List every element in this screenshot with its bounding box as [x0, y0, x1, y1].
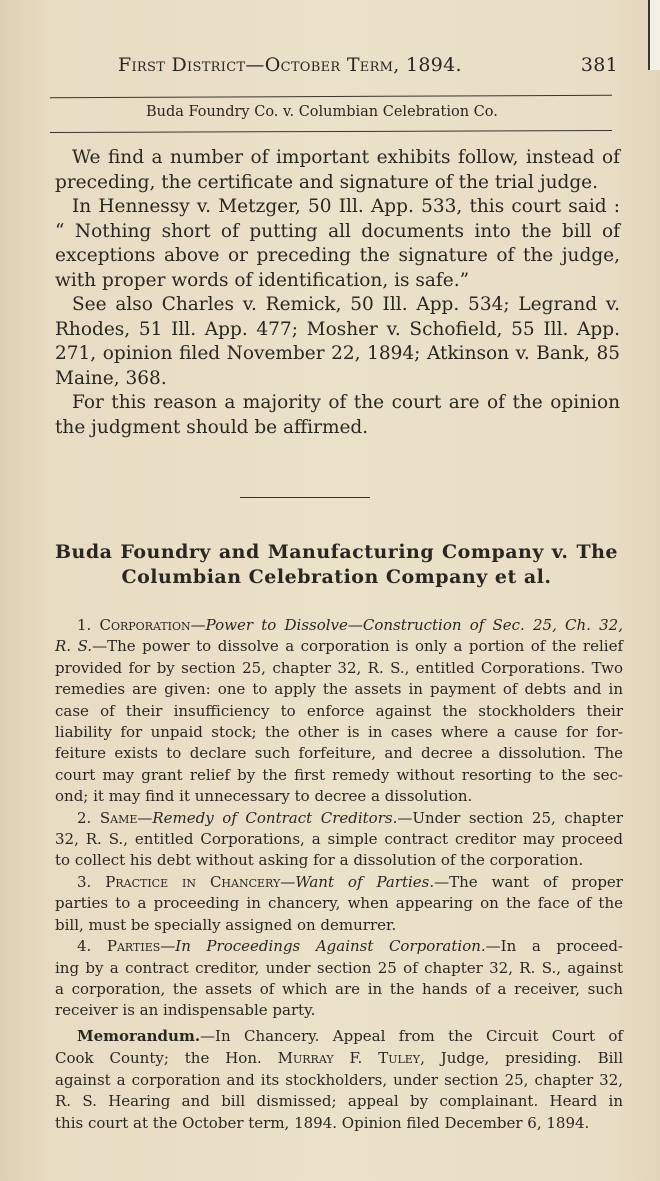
text-line	[55, 636, 623, 657]
text-segment: Parties	[106, 937, 161, 956]
running-header	[118, 54, 618, 76]
text-line	[55, 872, 623, 893]
text-segment: Cook County; the Hon.	[55, 1048, 278, 1067]
text-line: ond; it may find it unnecessary to decree a dissolution.	[55, 787, 473, 806]
text-line: feiture exists to declare such forfeiture, and decree a dissolution. The	[55, 744, 623, 763]
text-line: provided for by section 25, chapter 32, R. S., entitled Corporations. Two	[55, 658, 623, 677]
text-line: ing by a contract creditor, under section 25 of chapter 32, R. S., against	[55, 958, 623, 977]
text-segment: —In Proceedings Against Corporation.	[160, 937, 486, 956]
opinion-conclusion	[55, 146, 620, 440]
text-line: against a corporation and its stockholders, under section 25, chapter 32,	[55, 1070, 623, 1089]
text-segment: 3.	[77, 872, 106, 891]
text-segment: Murray F. Tuley	[277, 1048, 421, 1067]
text-segment: Corporation	[99, 616, 191, 634]
text-segment: 2.	[77, 808, 100, 827]
text-line: the judgment should be affirmed.	[55, 416, 369, 438]
text-line: with proper words of identification, is safe.”	[55, 269, 470, 291]
text-line: liability for unpaid stock; the other is in cases where a cause for for-	[55, 723, 623, 742]
headnote-paragraph	[55, 936, 623, 1022]
text-line: In Hennessy v. Metzger, 50 Ill. App. 533, this court said :	[72, 196, 620, 217]
text-segment: —The want of proper	[434, 872, 623, 891]
text-line: 32, R. S., entitled Corporations, a simple contract creditor may proceed	[55, 830, 623, 849]
headnotes	[55, 615, 623, 1022]
text-line	[55, 808, 623, 829]
text-segment: , Judge, presiding. Bill	[420, 1048, 623, 1067]
text-line: this court at the October term, 1894. Opinion filed December 6, 1894.	[55, 1114, 590, 1133]
text-line: We find a number of important exhibits follow, instead of	[72, 147, 620, 168]
text-segment: Same	[99, 808, 138, 827]
text-line: bill, must be specially assigned on demurrer.	[55, 915, 397, 934]
text-segment: —The power to dissolve a corporation is only a portion of the relief	[92, 637, 623, 656]
section-divider	[240, 497, 370, 498]
text-segment: —Remedy of Contract Creditors.	[137, 808, 398, 827]
text-segment: Memorandum.	[77, 1027, 201, 1045]
text-line	[55, 1048, 623, 1070]
header-rule-top	[50, 95, 612, 98]
case-caption: Buda Foundry Co. v. Columbian Celebration Co.	[146, 104, 498, 120]
running-title: First District—October Term, 1894.	[118, 54, 462, 76]
text-segment: —In Chancery. Appeal from the Circuit Court of	[200, 1027, 623, 1045]
text-line: to collect his debt without asking for a dissolution of the corporation.	[55, 851, 584, 870]
text-line: receiver is an indispensable party.	[55, 1001, 316, 1020]
text-line: preceding, the certificate and signature of the trial judge.	[55, 171, 599, 193]
page-edge	[648, 0, 660, 70]
text-segment: Practice in Chancery	[105, 872, 281, 891]
text-segment: —Power to Dissolve—Construction of Sec. 25, Ch. 32,	[190, 616, 623, 634]
text-line	[55, 936, 623, 957]
text-segment: —In a proceed-	[485, 937, 623, 956]
text-line: See also Charles v. Remick, 50 Ill. App. 534; Legrand v.	[72, 294, 620, 315]
header-rule-bottom	[50, 130, 612, 133]
memorandum-paragraph	[55, 1026, 623, 1135]
text-segment: —Want of Parties.	[280, 872, 435, 891]
text-line: Rhodes, 51 Ill. App. 477; Mosher v. Schofield, 55 Ill. App.	[55, 318, 620, 340]
text-line: a corporation, the assets of which are in the hands of a receiver, such	[55, 979, 623, 998]
text-line: parties to a proceeding in chancery, when appearing on the face of the	[55, 894, 623, 913]
text-line: R. S. Hearing and bill dismissed; appeal by complainant. Heard in	[55, 1092, 623, 1111]
text-segment: 4.	[77, 937, 107, 956]
text-line: “ Nothing short of putting all documents into the bill of	[55, 220, 620, 242]
text-line: For this reason a majority of the court are of the opinion	[72, 392, 620, 413]
text-line: remedies are given: one to apply the assets in payment of debts and in	[55, 680, 623, 699]
headnote-paragraph	[55, 808, 623, 872]
case-title	[55, 540, 618, 590]
headnote-paragraph	[55, 872, 623, 936]
text-line: case of their insufficiency to enforce against the stockholders their	[55, 701, 623, 720]
text-segment: —Under section 25, chapter	[397, 808, 623, 827]
page-number: 381	[580, 54, 618, 76]
opinion-paragraph	[55, 195, 620, 293]
memorandum	[55, 1026, 623, 1135]
text-line: court may grant relief by the first remedy without resorting to the sec-	[55, 765, 623, 784]
case-title-line-1: Buda Foundry and Manufacturing Company v. The	[55, 541, 618, 563]
opinion-paragraph	[55, 293, 620, 391]
opinion-paragraph	[55, 391, 620, 440]
text-line	[55, 1026, 623, 1048]
text-line	[55, 615, 623, 636]
text-segment: 1.	[77, 616, 100, 634]
text-line: Maine, 368.	[55, 367, 167, 389]
text-line: 271, opinion filed November 22, 1894; Atkinson v. Bank, 85	[55, 343, 620, 364]
text-segment: R. S.	[55, 637, 93, 656]
text-line: exceptions above or preceding the signature of the judge,	[55, 245, 620, 266]
case-title-line-2: Columbian Celebration Company et al.	[121, 566, 552, 588]
headnote-paragraph	[55, 615, 623, 808]
opinion-paragraph	[55, 146, 620, 195]
